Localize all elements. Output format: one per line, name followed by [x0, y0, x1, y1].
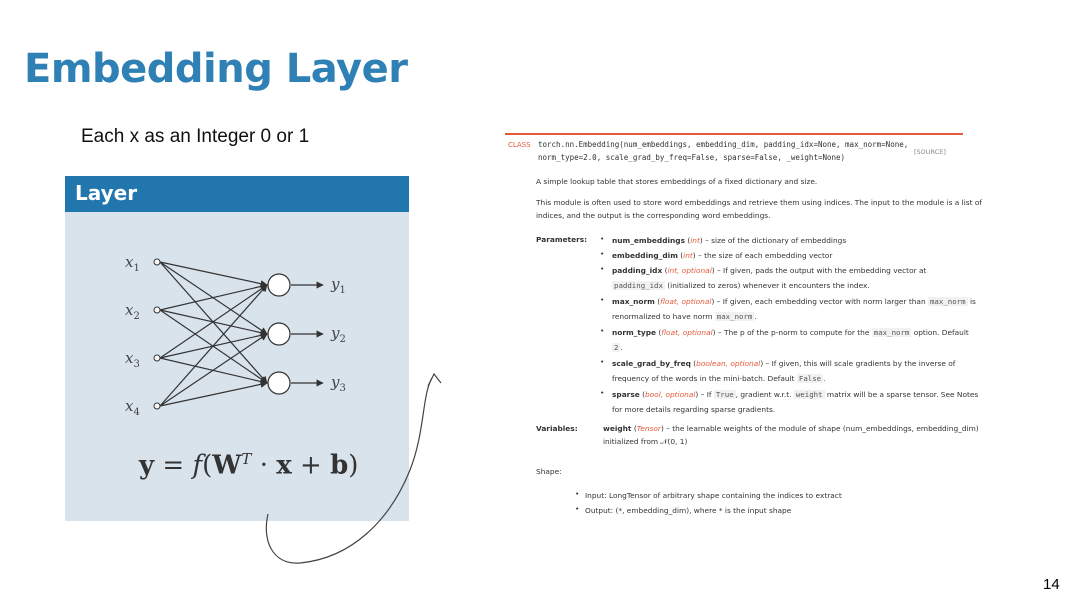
- variables-label: Variables:: [536, 424, 578, 433]
- parameters-label: Parameters:: [536, 235, 588, 244]
- output-label: $y_3$: [331, 373, 346, 394]
- network-edges: [160, 262, 267, 406]
- doc-description-2b: indices, and the output is the corresponding word embeddings.: [536, 211, 771, 220]
- output-node: [268, 323, 290, 345]
- param-sparse-cont: for more details regarding sparse gradients.: [612, 405, 776, 414]
- param-scale-grad-by-freq: scale_grad_by_freq (boolean, optional) – If given, this will scale gradients by the inverse of: [612, 359, 956, 368]
- doc-description-2a: This module is often used to store word embeddings and retrieve them using indices. The input to the module is a list of: [536, 198, 982, 207]
- shape-input: Input: LongTensor of arbitrary shape containing the indices to extract: [585, 491, 842, 500]
- shape-output: Output: (*, embedding_dim), where * is the input shape: [585, 506, 792, 515]
- output-node: [268, 372, 290, 394]
- output-label: $y_1$: [331, 275, 346, 296]
- param-scale-grad-by-freq-cont: frequency of the words in the mini-batch. Default False .: [612, 374, 826, 383]
- pytorch-doc-screenshot: CLASS torch.nn.Embedding(num_embeddings, embedding_dim, padding_idx=None, max_norm=None, norm_type=2.0, scale_grad_by_freq=False, sparse=False, _weight=None) [SOURCE] A simple lookup table that stores embeddings of a fixed dictionary and size. This module is often used to store word embeddings and retrieve them using indices. The input to the module is a list of indices, and the output is the corresponding word embeddings. Parameters: • num_embeddings (int) – size of the dictionary of embeddings • embedding_dim (int) – the size of each embedding vector • padding_idx (int, optional) – If given, pads the output with the embedding vector at padding_idx (initialized to zeros) whenever it encounters the index. • max_norm (float, optional) – If given, each embedding vector with norm larger than max_norm is renormalized to have norm max_norm . • norm_type (float, optional) – The p of the p-norm to compute for the max_norm option. Default 2 . • scale_grad_by_freq (boolean, optional) – If given, this will scale gradients by the inverse of frequency of the words in the mini-batch. Default False . • sparse (bool, optional) – If True , gradient w.r.t. weight matrix will be a sparse tensor. See Notes for more details regarding sparse gradients. Variables: weight (Tensor) – the learnable weights of the module of shape (num_embeddings, embedding_dim) initialized from 𝒩(0, 1) Shape: • Input: LongTensor of arbitrary shape containing the indices to extract • Output: (*, embedding_dim), where * is the input shape: [505, 120, 975, 530]
- param-embedding-dim: embedding_dim (int) – the size of each embedding vector: [612, 251, 833, 260]
- input-nodes: [125, 253, 160, 418]
- output-nodes: [268, 274, 346, 394]
- subtitle: Each x as an Integer 0 or 1: [81, 126, 310, 147]
- page-number: 14: [1043, 576, 1060, 593]
- doc-description-1: A simple lookup table that stores embeddings of a fixed dictionary and size.: [536, 177, 818, 186]
- input-node: [154, 355, 160, 361]
- param-norm-type-cont: 2 .: [614, 343, 623, 352]
- output-label: $y_2$: [331, 324, 346, 345]
- source-link[interactable]: [SOURCE]: [914, 148, 946, 156]
- param-padding-idx-cont: padding_idx (initialized to zeros) whenever it encounters the index.: [614, 281, 870, 290]
- network-edge: [160, 285, 267, 310]
- input-label: $x_3$: [125, 349, 140, 370]
- class-tag: CLASS: [508, 141, 531, 149]
- param-max-norm-cont: renormalized to have norm max_norm .: [612, 312, 757, 321]
- shape-label: Shape:: [536, 467, 562, 476]
- output-node: [268, 274, 290, 296]
- neural-network-diagram: [65, 212, 409, 452]
- signature-line-2: norm_type=2.0, scale_grad_by_freq=False, sparse=False, _weight=None): [538, 153, 846, 162]
- layer-panel: [65, 176, 409, 521]
- slide-title: Embedding Layer: [24, 46, 408, 92]
- input-label: $x_4$: [125, 397, 140, 418]
- signature-line-1: torch.nn.Embedding(num_embeddings, embedding_dim, padding_idx=None, max_norm=None,: [538, 140, 909, 149]
- input-node: [154, 259, 160, 265]
- variable-weight-cont: initialized from 𝒩(0, 1): [603, 437, 688, 446]
- param-sparse: sparse (bool, optional) – If True , gradient w.r.t. weight matrix will be a sparse tensor. See Notes: [612, 390, 979, 399]
- layer-formula: $y = f(W^T \cdot x + b)$: [139, 450, 359, 481]
- input-node: [154, 403, 160, 409]
- doc-top-rule: [505, 133, 963, 135]
- layer-header: [65, 176, 409, 212]
- param-norm-type: norm_type (float, optional) – The p of the p-norm to compute for the max_norm option. Default: [612, 328, 969, 337]
- input-label: $x_1$: [125, 253, 140, 274]
- layer-header-title: Layer: [75, 181, 138, 205]
- param-padding-idx: padding_idx (int, optional) – If given, pads the output with the embedding vector at: [612, 266, 927, 275]
- input-node: [154, 307, 160, 313]
- input-label: $x_2$: [125, 301, 140, 322]
- param-num-embeddings: num_embeddings (int) – size of the dictionary of embeddings: [612, 236, 847, 245]
- param-max-norm: max_norm (float, optional) – If given, each embedding vector with norm larger than max_norm is: [612, 297, 976, 306]
- variable-weight: weight (Tensor) – the learnable weights of the module of shape (num_embeddings, embedding_dim): [603, 424, 979, 433]
